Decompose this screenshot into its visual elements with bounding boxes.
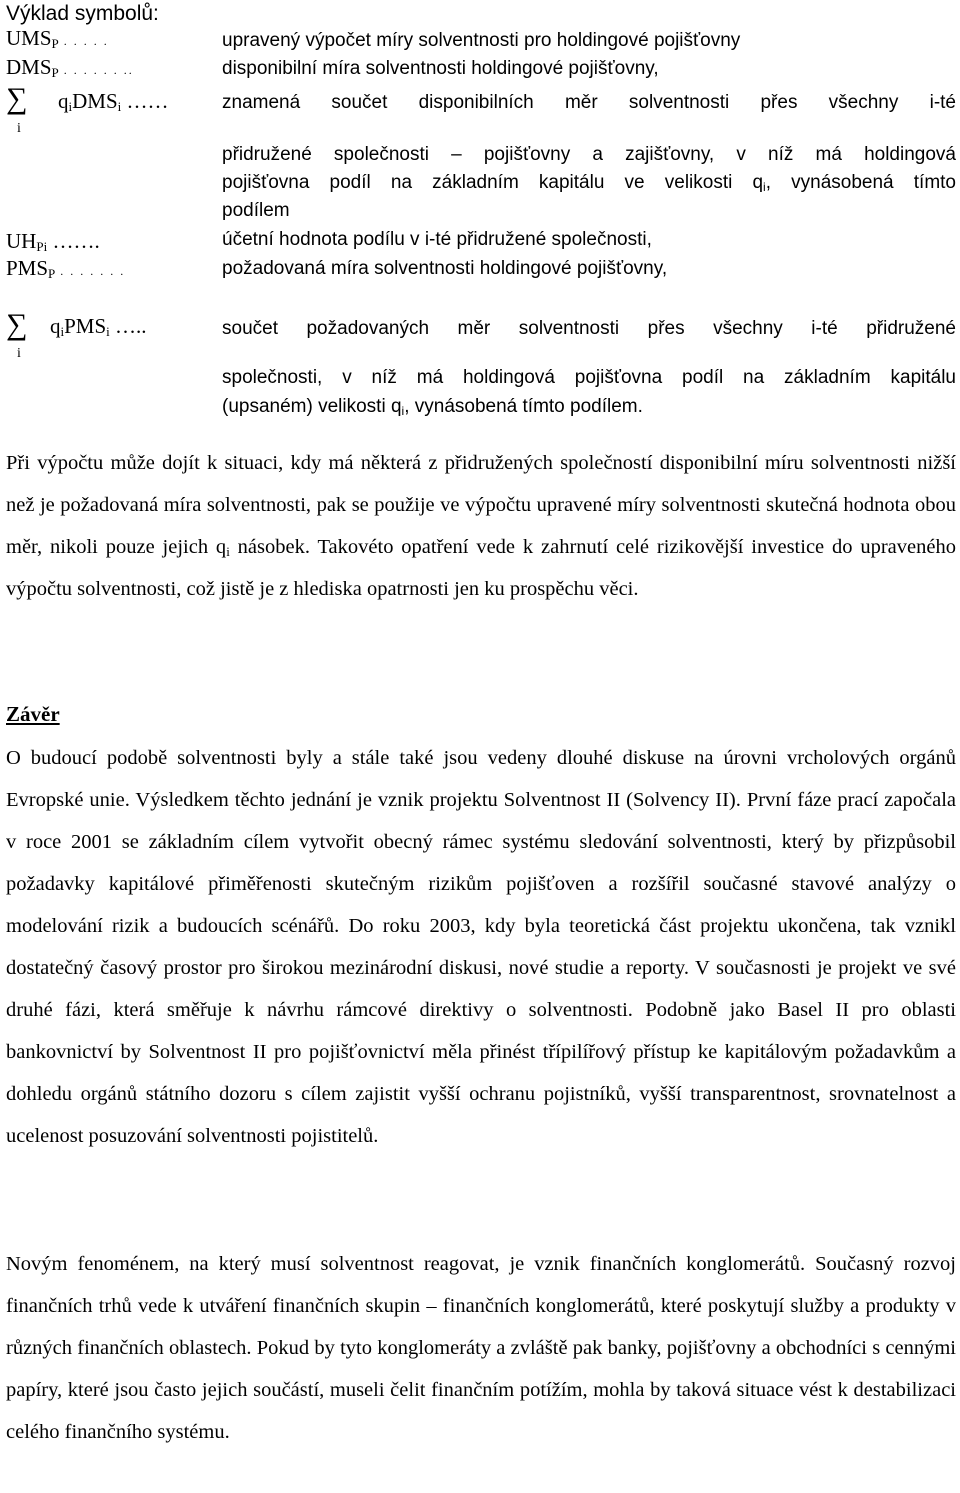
sum-sign: ∑ (6, 82, 28, 115)
symbol-dots: . . . . . . . (55, 264, 126, 278)
symbol-pre-sub: i (60, 324, 65, 339)
symbol-dots: …… (121, 89, 169, 113)
paragraph-calculation (6, 442, 956, 610)
symbol-sub: Pi (36, 239, 48, 254)
symbol-dots: ……. (47, 229, 100, 253)
desc-sum-pms-line1: součet požadovaných měr solventnosti přes všechny i-té přidružené (222, 318, 956, 339)
text-run: , vynásobená tímto podílem. (404, 396, 643, 417)
symbol-dots: . . . . . . .. (58, 63, 134, 77)
symbol-sum-dms (58, 89, 169, 115)
symbol-ums (6, 26, 109, 52)
text-sub: i (226, 544, 230, 559)
symbol-sub: P (51, 65, 59, 80)
desc-sum-dms-line2: přidružené společnosti – pojišťovny a zajišťovny, v níž má holdingová (222, 144, 956, 165)
desc-sum-dms-line3 (222, 172, 956, 194)
desc-sum-pms-line2: společnosti, v níž má holdingová pojišťovna podíl na základním kapitálu (222, 367, 956, 388)
symbol-sum-pms (50, 314, 147, 340)
desc-sum-dms-line4: podílem (222, 200, 290, 221)
symbol-dots: . . . . . (58, 34, 109, 48)
symbol-base: UMS (6, 26, 52, 50)
symbol-sub: i (106, 324, 110, 339)
symbol-dots: ….. (109, 314, 147, 338)
sum-index: i (17, 346, 21, 361)
legend-heading: Výklad symbolů: (6, 2, 159, 25)
paragraph-conclusion: O budoucí podobě solventnosti byly a stále také jsou vedeny dlouhé diskuse na úrovni vrcholových orgánů Evropské unie. Výsledkem těchto jednání je vznik projektu Solventnost II (Solvency II). První fáze prací započala v roce 2001 se základním cílem vytvořit obecný rámec systému sledování solventnosti, který by přizpůsobil požadavky kapitálové přiměřenosti skutečným rizikům pojišťoven a rozšířil současné stavové analýzy o modelování rizik a budoucích scénářů. Do roku 2003, kdy byla teoretická část projektu ukončena, tak vznikl dostatečný časový prostor pro širokou mezinárodní diskusi, nové studie a reporty. V současnosti je projekt ve své druhé fázi, která směřuje k návrhu rámcové direktivy o solventnosti. Podobně jako Basel II pro oblasti bankovnictví by Solventnost II pro pojišťovnictví měla přinést třípilířový přístup ke kapitálovým požadavkům a dohledu orgánů státního dozoru s cílem zajistit vyšší ochranu pojistníků, vyšší transparentnost, srovnatelnost a ucelenost posuzování solventnosti pojistitelů. (6, 747, 956, 1147)
symbol-base: PMS (6, 256, 49, 280)
symbol-base: DMS (6, 55, 52, 79)
symbol-pre: q (58, 89, 69, 113)
text-sub: i (401, 404, 405, 418)
sum-sign: ∑ (6, 308, 28, 341)
desc-uh: účetní hodnota podílu v i-té přidružené společnosti, (222, 229, 652, 250)
symbol-base: PMS (64, 314, 107, 338)
text-run: Při výpočtu může dojít k situaci, kdy má některá z přidružených společností disponibilní míru solventnosti nižší než je požadovaná míra solventnosti, pak se použije ve výpočtu upravené míry solventnosti skutečná hodnota obou měr, nikoli pouze jejich q (6, 452, 956, 558)
symbol-pre: q (50, 314, 61, 338)
symbol-sub: P (48, 266, 56, 281)
symbol-uh (6, 229, 100, 255)
sum-index: i (17, 121, 21, 136)
desc-sum-pms-line3 (222, 396, 643, 418)
symbol-base: UH (6, 229, 37, 253)
symbol-pms (6, 256, 125, 282)
desc-sum-dms-line1: znamená součet disponibilních měr solventnosti přes všechny i-té (222, 92, 956, 113)
symbol-base: DMS (72, 89, 118, 113)
text-run: (upsaném) velikosti q (222, 396, 402, 417)
section-title: Závěr (6, 702, 60, 726)
symbol-sub: P (51, 36, 59, 51)
desc-dms: disponibilní míra solventnosti holdingové pojišťovny, (222, 58, 659, 79)
text-run: pojišťovna podíl na základním kapitálu ve velikosti q (222, 172, 764, 193)
symbol-pre-sub: i (68, 99, 73, 114)
desc-ums: upravený výpočet míry solventnosti pro holdingové pojišťovny (222, 30, 741, 51)
symbol-dms (6, 55, 134, 81)
desc-pms: požadovaná míra solventnosti holdingové pojišťovny, (222, 258, 668, 279)
text-run: , vynásobená tímto (765, 172, 956, 193)
text-run: násobek. Takovéto opatření vede k zahrnutí celé rizikovější investice do upraveného výpočtu solventnosti, což jistě je z hlediska opatrnosti jen ku prospěchu věci. (6, 536, 956, 600)
text-sub: i (763, 180, 766, 194)
paragraph-conglomerates: Novým fenoménem, na který musí solventnost reagovat, je vznik finančních konglomerátů. Současný rozvoj finančních trhů vede k utváření finančních skupin – finančních konglomerátů, které poskytují služby a produkty v různých finančních oblastech. Pokud by tyto konglomeráty a zvláště pak banky, pojišťovny a obchodníci s cennými papíry, které jsou často jejich součástí, museli čelit finančním potížím, mohla by taková situace vést k destabilizaci celého finančního systému. (6, 1253, 956, 1443)
symbol-sub: i (117, 99, 122, 114)
